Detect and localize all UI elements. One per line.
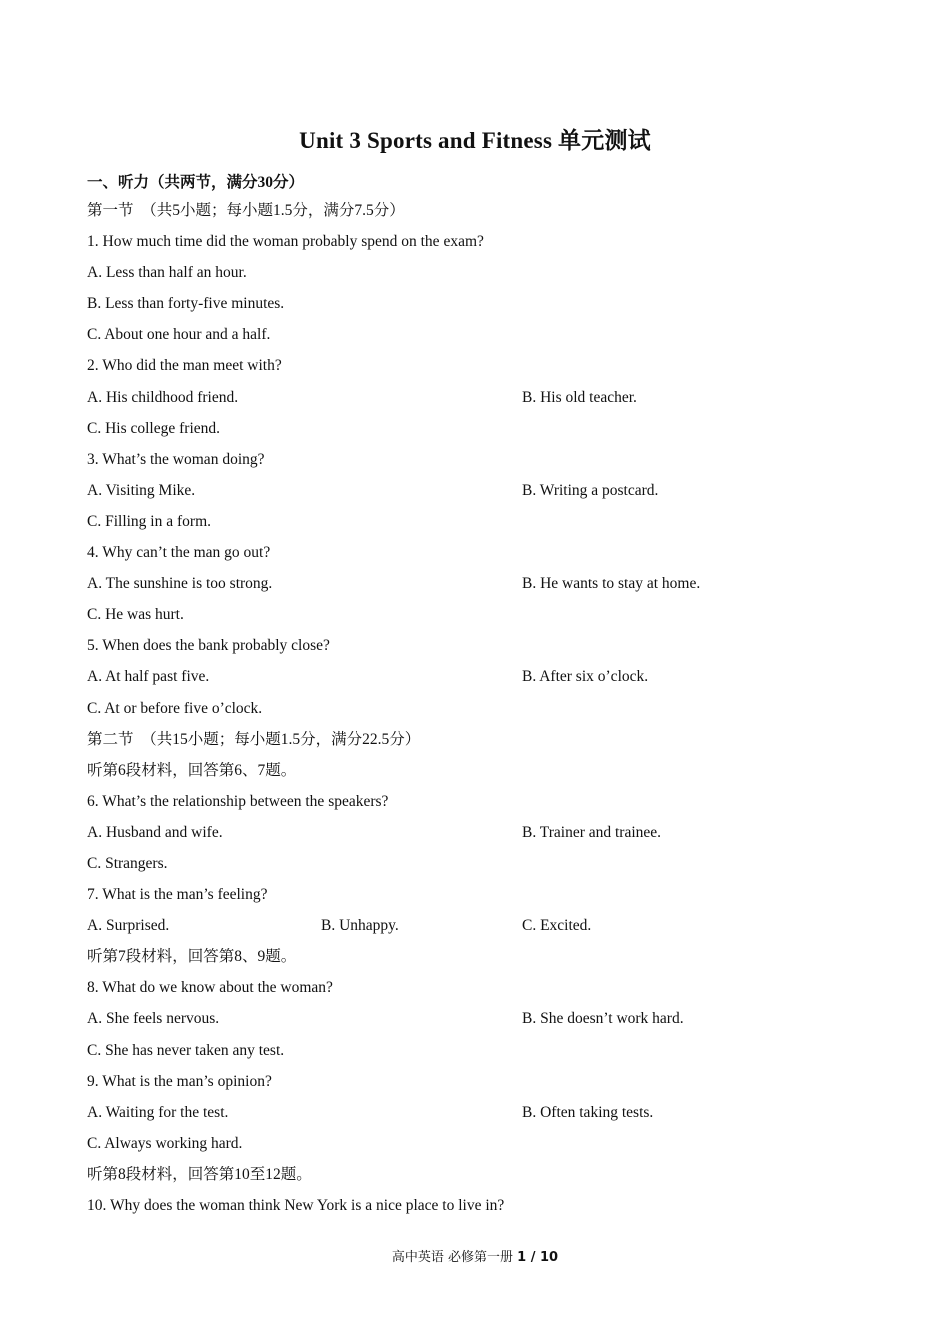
text-line: [87, 263, 907, 294]
option-a: A. Surprised.: [87, 917, 170, 935]
text-line: [87, 419, 907, 450]
text-line: [87, 512, 907, 543]
text-line: [87, 450, 907, 481]
line-text: C. He was hurt.: [87, 606, 184, 624]
line-text: C. Always working hard.: [87, 1134, 243, 1152]
text-line: [87, 636, 907, 667]
line-text: C. She has never taken any test.: [87, 1041, 285, 1059]
option-a: A. His childhood friend.: [87, 388, 239, 406]
option-a: A. She feels nervous.: [87, 1010, 220, 1028]
text-line: [87, 823, 907, 854]
line-text: 5. When does the bank probably close?: [87, 637, 330, 655]
text-line: [87, 1165, 907, 1196]
text-line: [87, 325, 907, 356]
text-line: [87, 978, 907, 1009]
question-body: [87, 201, 907, 1227]
line-text: 7. What is the man’s feeling?: [87, 886, 268, 904]
text-line: [87, 1196, 907, 1227]
line-text: 10. Why does the woman think New York is a nice place to live in?: [87, 1197, 505, 1214]
line-text: 听第8段材料，回答第10至12题。: [87, 1165, 312, 1183]
text-line: [87, 761, 907, 792]
option-c: C. Excited.: [522, 917, 592, 935]
option-a: A. Husband and wife.: [87, 823, 223, 841]
text-line: [87, 916, 907, 947]
text-line: [87, 885, 907, 916]
text-line: [87, 730, 907, 761]
line-text: 1. How much time did the woman probably spend on the exam?: [87, 233, 484, 251]
text-line: [87, 947, 907, 978]
line-text: 6. What’s the relationship between the speakers?: [87, 792, 389, 810]
line-text: B. Less than forty-five minutes.: [87, 295, 285, 313]
section-heading-listening: 一、听力（共两节，满分30分）: [87, 174, 305, 191]
line-text: 听第7段材料，回答第8、9题。: [87, 948, 297, 966]
option-a: A. The sunshine is too strong.: [87, 575, 273, 593]
text-line: [87, 1009, 907, 1040]
text-line: [87, 1134, 907, 1165]
text-line: [87, 232, 907, 263]
text-line: [87, 388, 907, 419]
footer-book-label: 高中英语 必修第一册: [391, 1250, 518, 1265]
option-b: B. He wants to stay at home.: [522, 575, 701, 593]
option-a: A. Waiting for the test.: [87, 1103, 229, 1121]
line-text: 第二节 （共15小题；每小题1.5分，满分22.5分）: [87, 730, 421, 748]
text-line: [87, 1103, 907, 1134]
text-line: [87, 1072, 907, 1103]
line-text: 8. What do we know about the woman?: [87, 979, 333, 997]
line-text: 第一节 （共5小题；每小题1.5分，满分7.5分）: [87, 202, 405, 219]
text-line: [87, 792, 907, 823]
line-text: 4. Why can’t the man go out?: [87, 544, 271, 562]
option-b: B. His old teacher.: [522, 388, 637, 406]
line-text: A. Less than half an hour.: [87, 264, 247, 282]
option-a: A. Visiting Mike.: [87, 481, 196, 499]
text-line: [87, 481, 907, 512]
text-line: [87, 543, 907, 574]
option-b: B. After six o’clock.: [522, 668, 649, 686]
text-line: [87, 667, 907, 698]
page-footer: [0, 1246, 950, 1265]
line-text: C. At or before five o’clock.: [87, 699, 263, 717]
text-line: [87, 699, 907, 730]
line-text: 听第6段材料，回答第6、7题。: [87, 761, 297, 779]
text-line: [87, 605, 907, 636]
text-line: [87, 854, 907, 885]
line-text: C. About one hour and a half.: [87, 326, 271, 344]
option-b: B. Often taking tests.: [522, 1103, 654, 1121]
document-title: Unit 3 Sports and Fitness 单元测试: [299, 128, 651, 153]
line-text: 2. Who did the man meet with?: [87, 357, 282, 375]
option-b: B. Trainer and trainee.: [522, 823, 662, 841]
line-text: 9. What is the man’s opinion?: [87, 1072, 272, 1090]
text-line: [87, 294, 907, 325]
line-text: C. Strangers.: [87, 854, 168, 872]
option-b: B. Writing a postcard.: [522, 481, 659, 499]
text-line: [87, 1041, 907, 1072]
text-line: [87, 201, 907, 232]
page-number: 1 / 10: [517, 1250, 559, 1265]
option-b: B. Unhappy.: [321, 917, 399, 935]
line-text: C. His college friend.: [87, 419, 221, 437]
option-b: B. She doesn’t work hard.: [522, 1010, 684, 1028]
line-text: C. Filling in a form.: [87, 512, 211, 530]
line-text: 3. What’s the woman doing?: [87, 450, 265, 468]
text-line: [87, 574, 907, 605]
text-line: [87, 356, 907, 387]
option-a: A. At half past five.: [87, 668, 210, 686]
